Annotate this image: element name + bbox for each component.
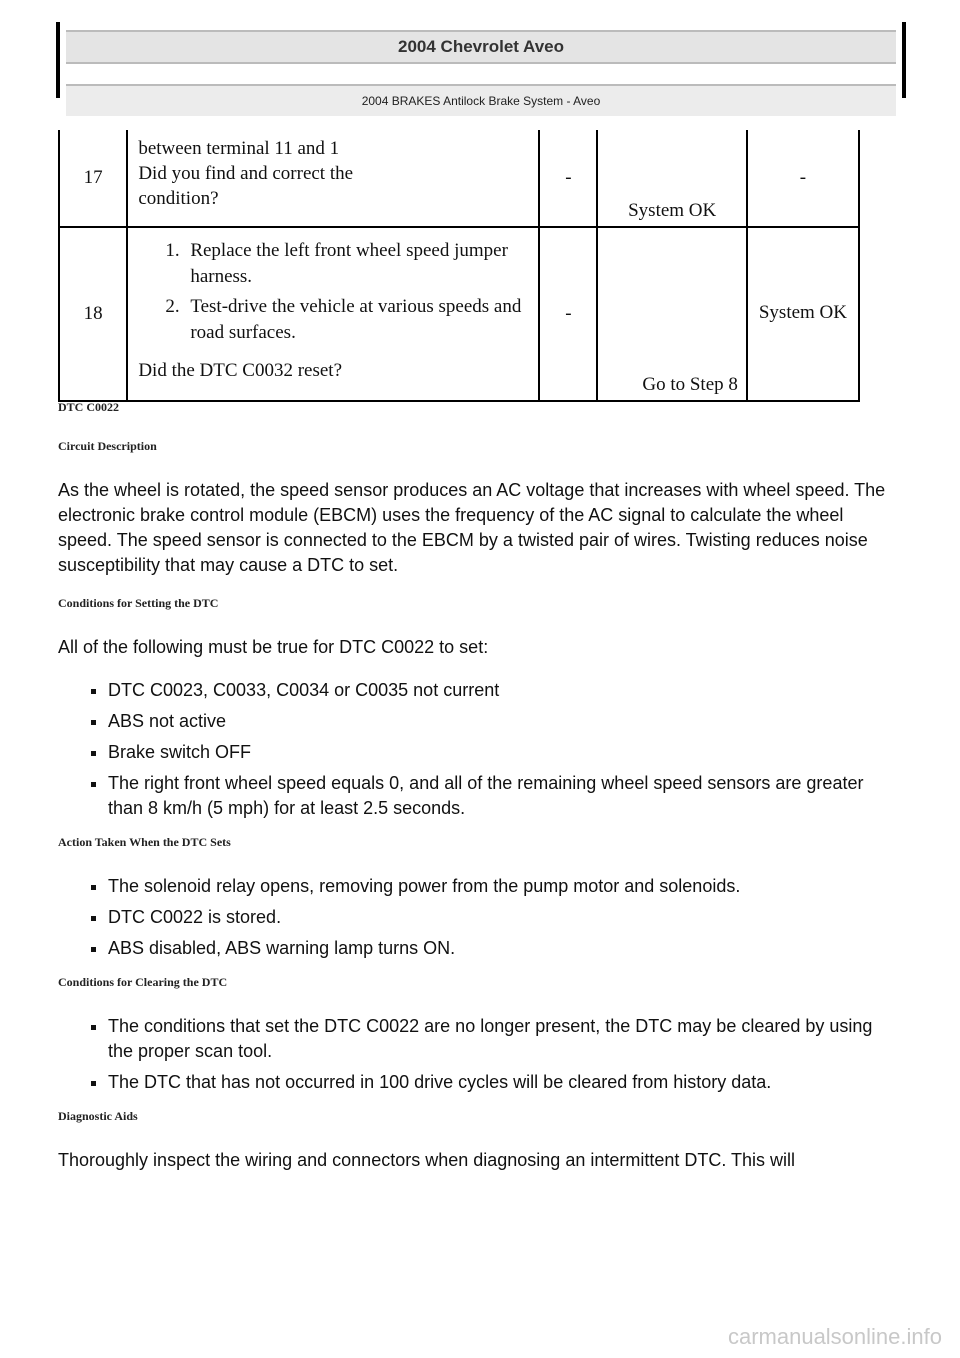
list-item: ▪ Brake switch OFF bbox=[108, 740, 894, 765]
step-number: 18 bbox=[59, 227, 127, 401]
document-body bbox=[58, 400, 894, 1191]
sub-steps-list bbox=[138, 238, 528, 346]
clearing-conditions-list bbox=[58, 1014, 894, 1095]
list-item: ▪ ABS disabled, ABS warning lamp turns ON. bbox=[108, 936, 894, 961]
table-row bbox=[59, 227, 859, 401]
watermark: carmanualsonline.info bbox=[727, 1324, 942, 1349]
list-item: ▪ The solenoid relay opens, removing power from the pump motor and solenoids. bbox=[108, 874, 894, 899]
step-value: - bbox=[539, 227, 597, 401]
table-row bbox=[59, 130, 859, 227]
list-item: ▪ DTC C0022 is stored. bbox=[108, 905, 894, 930]
list-item: ▪ The right front wheel speed equals 0, and all of the remaining wheel speed sensors are greater than 8 km/h (5 mph) for at least 2.5 seconds. bbox=[108, 771, 894, 821]
setting-conditions-list bbox=[58, 678, 894, 821]
action-taken-list bbox=[58, 874, 894, 961]
action-line: Did you find and correct the bbox=[138, 163, 354, 184]
section-heading: Action Taken When the DTC Sets bbox=[58, 835, 231, 849]
list-item: ▪ The conditions that set the DTC C0022 are no longer present, the DTC may be cleared by using the proper scan tool. bbox=[108, 1014, 894, 1064]
section-heading: Conditions for Clearing the DTC bbox=[58, 975, 228, 989]
page-header bbox=[56, 22, 906, 108]
header-title: 2004 Chevrolet Aveo bbox=[66, 30, 896, 64]
step-action bbox=[127, 130, 539, 227]
step-no: System OK bbox=[747, 227, 859, 401]
section-heading: Circuit Description bbox=[58, 439, 157, 453]
setting-intro-text: All of the following must be true for DTC C0022 to set: bbox=[58, 637, 489, 657]
circuit-description-text: As the wheel is rotated, the speed sensor produces an AC voltage that increases with wheel speed. The electronic brake control module (EBCM) uses the frequency of the AC signal to calculate the wheel speed. The speed sensor is connected to the EBCM by a twisted pair of wires. Twisting reduces noise susceptibility that may cause a DTC to set. bbox=[58, 480, 886, 575]
action-line: condition? bbox=[138, 188, 219, 209]
step-action bbox=[127, 227, 539, 401]
list-item: ▪ ABS not active bbox=[108, 709, 894, 734]
step-number: 17 bbox=[59, 130, 127, 227]
action-line: between terminal 11 and 1 bbox=[138, 138, 340, 159]
list-item: ▪ The DTC that has not occurred in 100 drive cycles will be cleared from history data. bbox=[108, 1070, 894, 1095]
sub-step: 2. Test-drive the vehicle at various speeds and road surfaces. bbox=[184, 294, 528, 346]
step-question: Did the DTC C0032 reset? bbox=[138, 360, 342, 381]
step-no: - bbox=[747, 130, 859, 227]
section-heading: Conditions for Setting the DTC bbox=[58, 596, 219, 610]
section-heading: Diagnostic Aids bbox=[58, 1109, 138, 1123]
header-subtitle: 2004 BRAKES Antilock Brake System - Aveo bbox=[66, 84, 896, 116]
step-yes: Go to Step 8 bbox=[597, 227, 746, 401]
step-yes: System OK bbox=[597, 130, 746, 227]
step-value: - bbox=[539, 130, 597, 227]
sub-step: 1. Replace the left front wheel speed jumper harness. bbox=[184, 238, 528, 290]
diagnostic-aids-text: Thoroughly inspect the wiring and connectors when diagnosing an intermittent DTC. This will bbox=[58, 1150, 796, 1170]
diagnostic-steps-table bbox=[58, 130, 860, 402]
dtc-title: DTC C0022 bbox=[58, 400, 120, 414]
list-item: ▪ DTC C0023, C0033, C0034 or C0035 not current bbox=[108, 678, 894, 703]
